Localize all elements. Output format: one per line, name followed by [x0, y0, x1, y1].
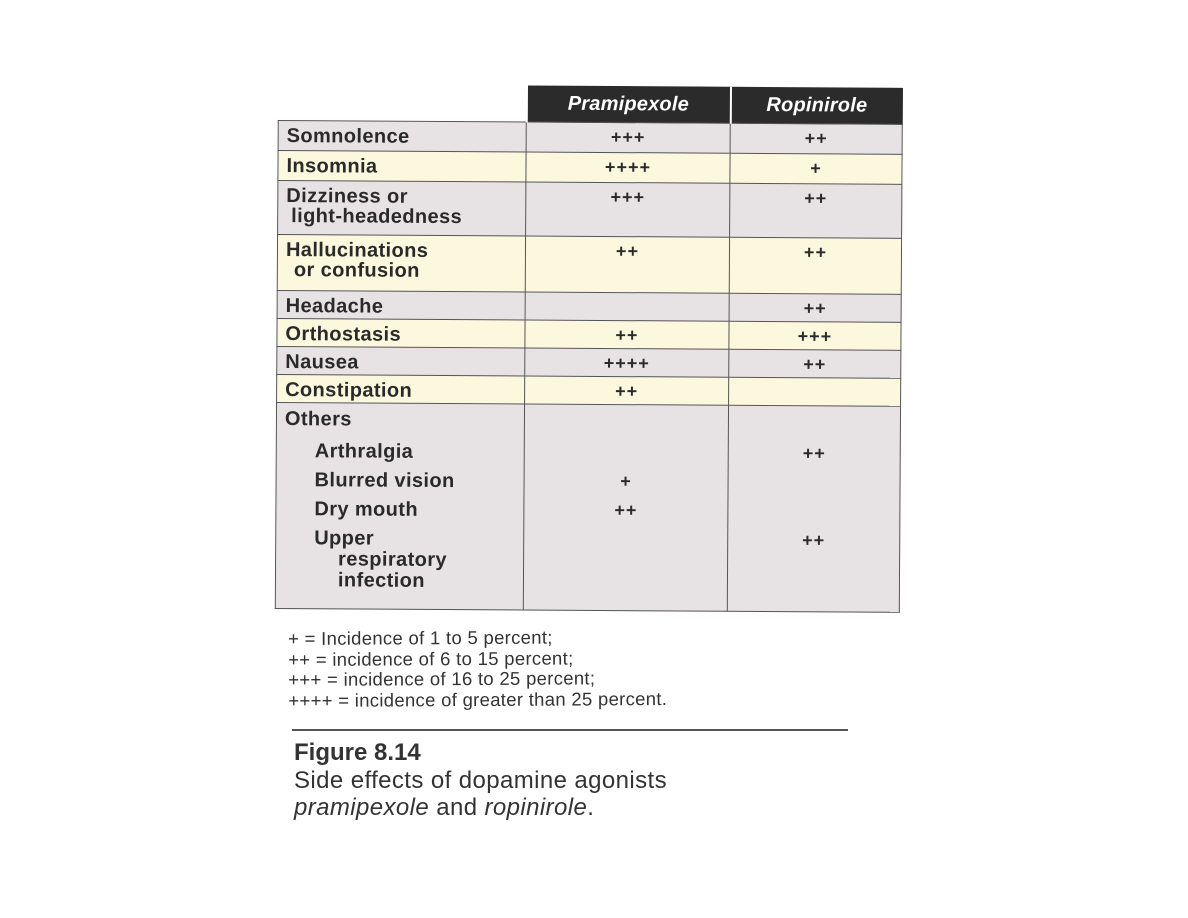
table-row [278, 181, 902, 239]
side-effects-table [275, 84, 903, 613]
list-item: Blurred vision [314, 469, 455, 493]
list-item-line: respiratory [338, 548, 448, 572]
ropinirole-value [729, 377, 901, 406]
ropinirole-value: +++ [729, 321, 901, 350]
table-row [277, 235, 901, 295]
ropinirole-value: ++ [802, 443, 826, 464]
figure [278, 84, 918, 821]
row-label-line: Hallucinations [285, 239, 429, 262]
ropinirole-value [728, 497, 899, 527]
ropinirole-value: + [730, 153, 902, 184]
list-item-line: infection [337, 569, 425, 592]
table-row [277, 318, 901, 350]
pramipexole-value: ++++ [526, 152, 730, 183]
pramipexole-value [525, 292, 729, 321]
row-label: Insomnia [278, 151, 526, 183]
pramipexole-value: +++ [526, 122, 730, 153]
legend-line: +++ = incidence of 16 to 25 percent; [288, 667, 596, 690]
caption-drug-2: ropinirole [484, 794, 588, 821]
pramipexole-value: ++ [525, 376, 729, 405]
pramipexole-value [524, 525, 727, 598]
pramipexole-value: ++ [525, 236, 729, 293]
list-item: Dry mouth [314, 498, 419, 521]
list-item: Arthralgia [314, 440, 414, 463]
caption-period: . [587, 794, 595, 821]
table-row [278, 151, 902, 185]
caption-drug-1: pramipexole [294, 794, 430, 821]
ropinirole-value: ++ [802, 530, 826, 551]
others-list [284, 437, 524, 597]
legend-line: ++ = incidence of 6 to 15 percent; [288, 647, 574, 670]
ropinirole-value: ++ [729, 349, 901, 378]
pramipexole-value: ++ [614, 500, 638, 521]
row-label: Nausea [277, 346, 525, 376]
legend-line: ++++ = incidence of greater than 25 percent. [288, 687, 668, 711]
row-label [277, 235, 525, 293]
pramipexole-value: ++++ [525, 348, 729, 377]
caption-line: Side effects of dopamine agonists [294, 767, 667, 794]
pramipexole-value: ++ [525, 320, 729, 349]
row-label-line: light-headedness [291, 205, 463, 229]
ropinirole-value: ++ [730, 123, 902, 154]
column-header-ropinirole: Ropinirole [730, 87, 902, 125]
others-heading: Others [284, 408, 352, 431]
table-row [277, 374, 901, 406]
row-label: Somnolence [278, 121, 526, 153]
table-row [277, 346, 901, 378]
table-row-others [275, 402, 900, 612]
caption-line [294, 794, 918, 821]
others-label-cell [275, 402, 524, 610]
table-row [277, 290, 901, 322]
pramipexole-value: +++ [526, 182, 730, 237]
row-label-line: or confusion [293, 259, 420, 282]
row-label [278, 181, 526, 237]
ropinirole-value: ++ [729, 237, 901, 294]
ropinirole-value: ++ [729, 293, 901, 322]
header-blank-cell [278, 84, 526, 122]
others-ropinirole-list [728, 439, 900, 599]
row-label: Headache [277, 290, 525, 320]
caption-and: and [429, 794, 485, 821]
legend-line: + = Incidence of 1 to 5 percent; [287, 626, 553, 649]
pramipexole-value [525, 438, 728, 468]
list-item [284, 524, 523, 597]
ropinirole-value [728, 468, 899, 498]
table-row [278, 121, 902, 155]
row-label: Constipation [277, 374, 525, 404]
figure-caption [294, 739, 918, 821]
others-pramipexole-list [524, 438, 728, 598]
figure-number: Figure 8.14 [294, 739, 421, 766]
pramipexole-value: + [620, 471, 632, 492]
column-header-pramipexole: Pramipexole [526, 86, 730, 124]
row-label: Orthostasis [277, 318, 525, 348]
others-ropinirole-cell [727, 405, 900, 612]
caption-divider [292, 729, 848, 731]
row-label-line: Dizziness or [286, 185, 408, 208]
ropinirole-value: ++ [730, 183, 902, 238]
table-header-row [278, 84, 902, 124]
list-item-line: Upper [314, 527, 375, 550]
legend [288, 626, 918, 711]
others-pramipexole-cell [523, 404, 728, 611]
